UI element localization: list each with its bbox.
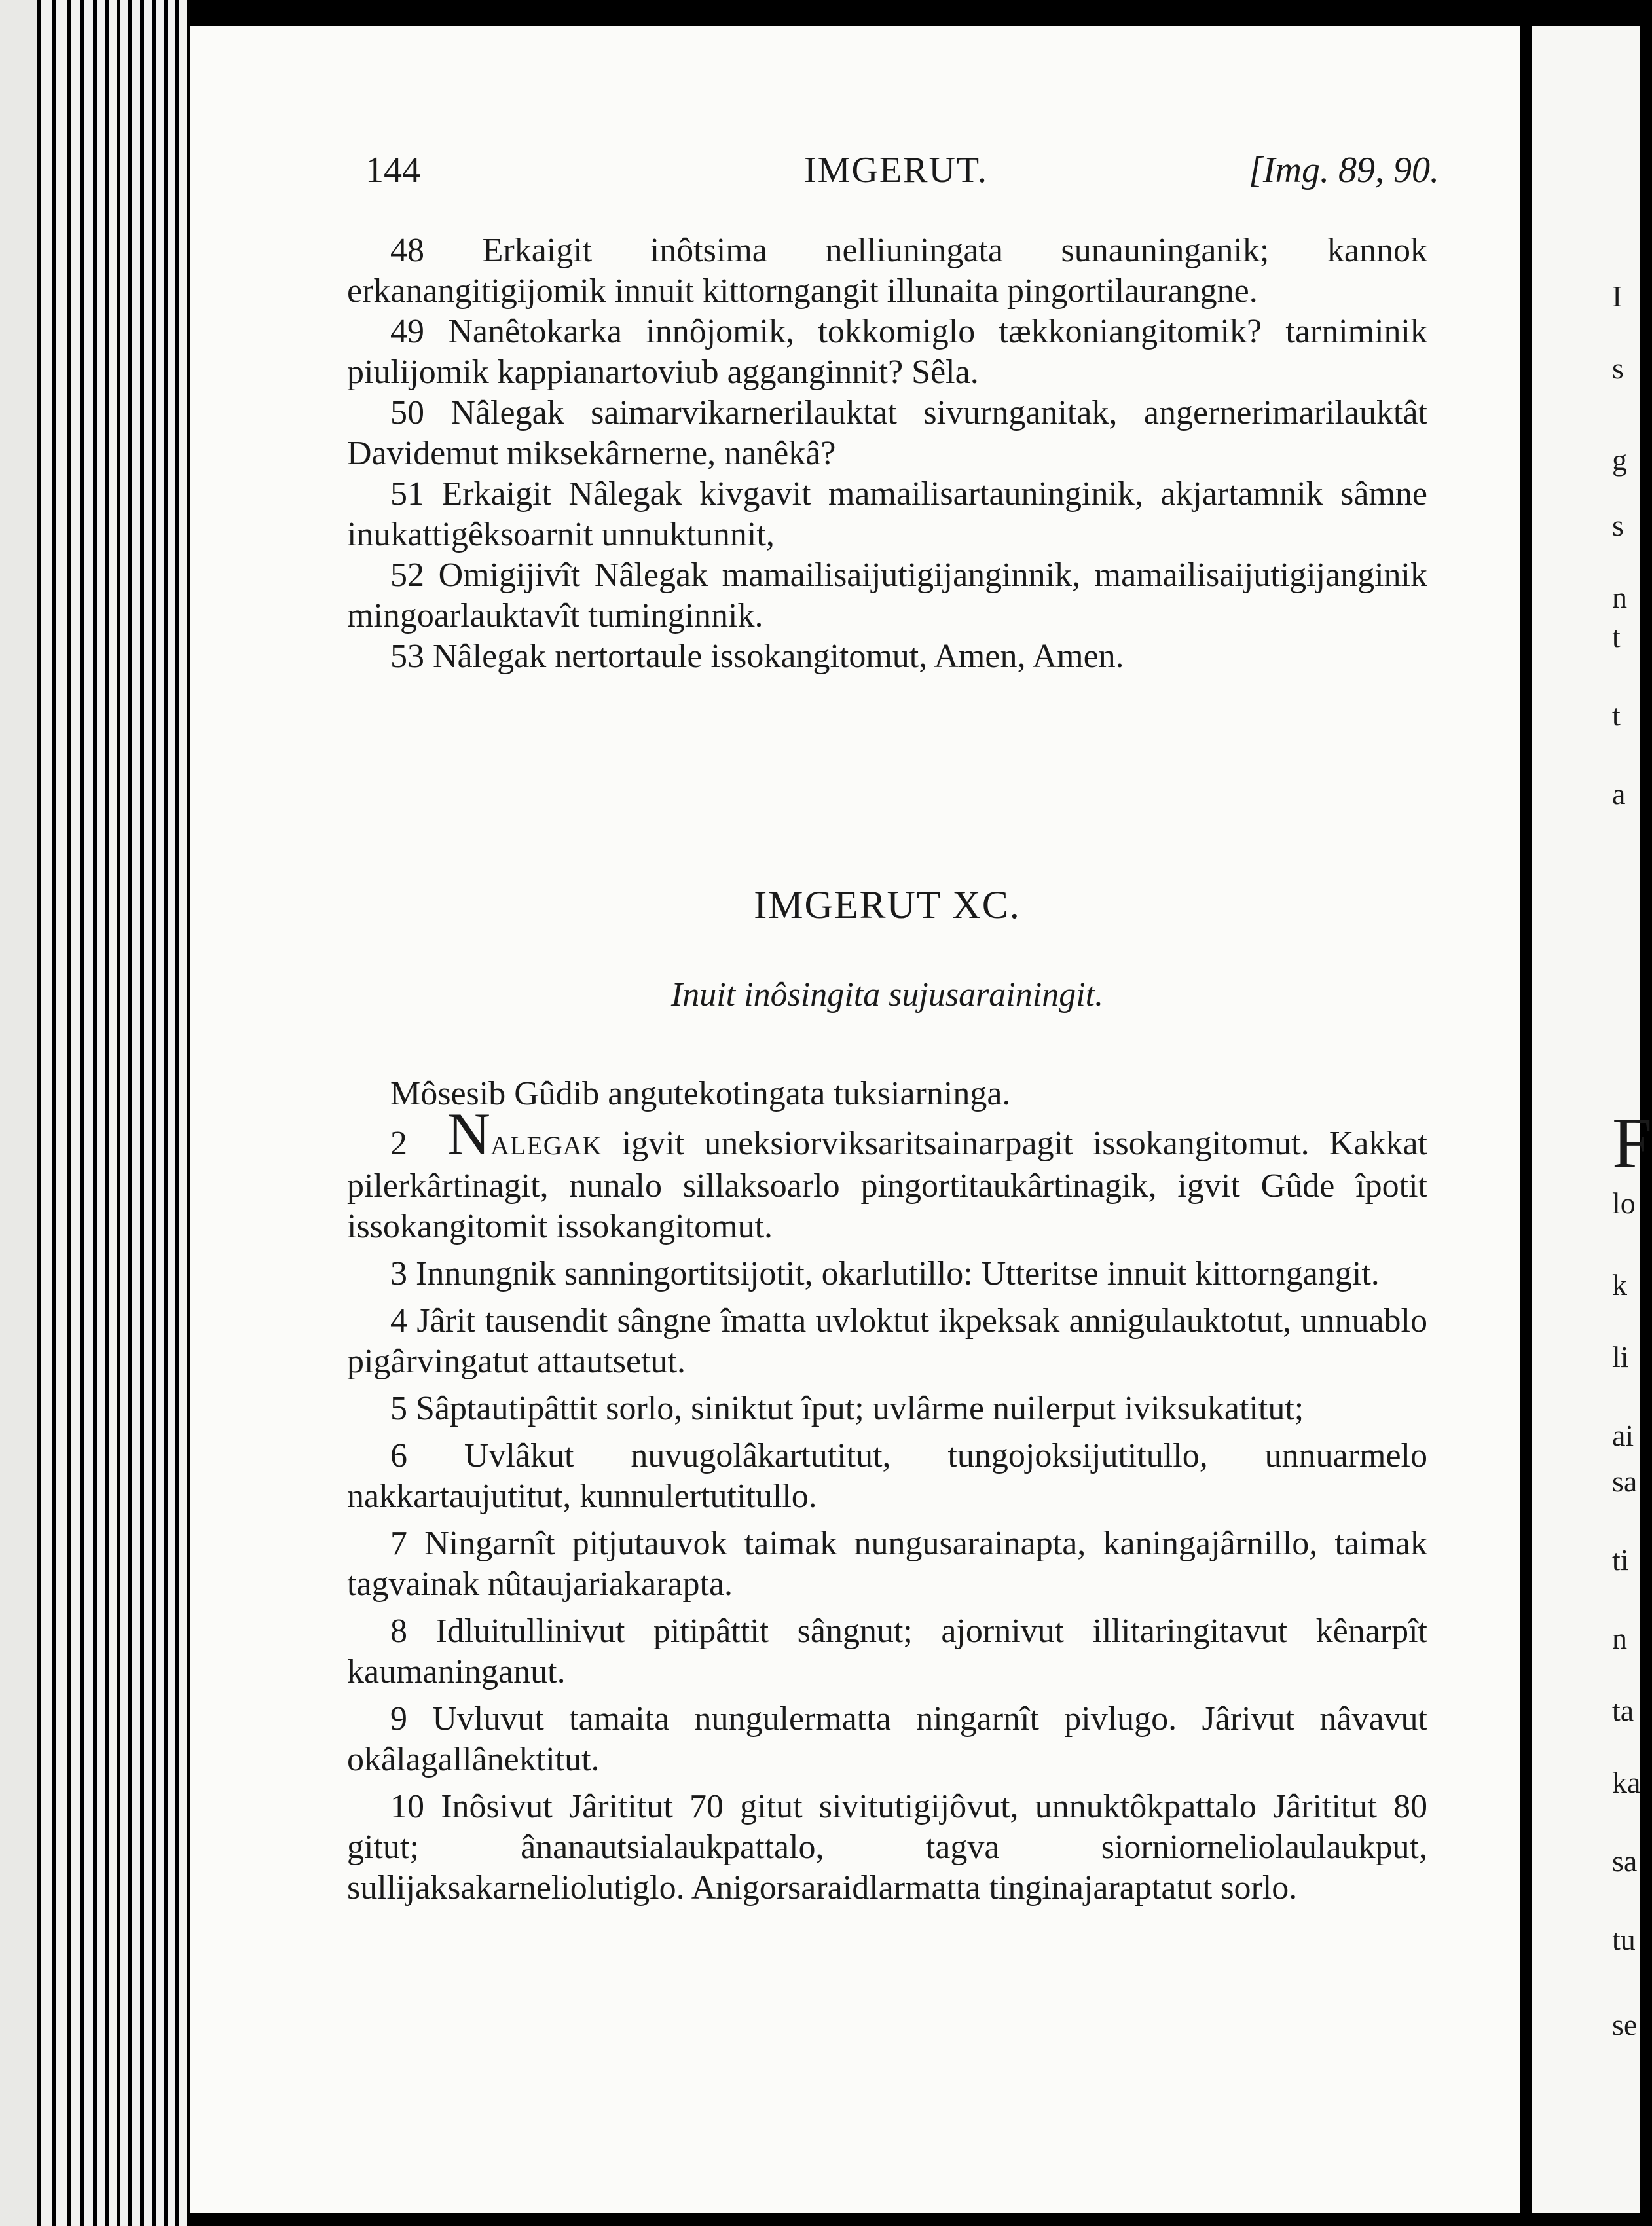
drop-cap: N (447, 1101, 490, 1167)
verse-text: igvit uneksiorviksaritsainarpagit issokangitomut. Kakkat pilerkârtinagit, nunalo sillaksoarlo pingortitaukârtinagik, igvit Gûde îpotit issokangitomit issokangitomut. (347, 1125, 1427, 1245)
facing-fragment: tu (1612, 1923, 1636, 1956)
verse: 8 Idluitullinivut pitipâttit sângnut; ajornivut illitaringitavut kênarpît kaumaninganut. (347, 1613, 1427, 1690)
psalm-89-ending (347, 230, 1427, 677)
verse: 9 Uvluvut tamaita nungulermatta ningarnît pivlugo. Jârivut nâvavut okâlagallânektitut. (347, 1700, 1427, 1778)
facing-fragment: s (1612, 352, 1624, 385)
verse: 50 Nâlegak saimarvikarnerilauktat sivurnganitak, angernerimarilauktât Davidemut miksekârnerne, nanêkâ? (347, 394, 1427, 472)
facing-fragment: I (1612, 280, 1623, 313)
verse: 5 Sâptautipâttit sorlo, siniktut îput; uvlârme nuilerput iviksukatitut; (390, 1390, 1304, 1427)
verse: 48 Erkaigit inôtsima nelliuningata sunauninganik; kannok erkanangitigijomik innuit kittorngangit illunaita pingortilaurangne. (347, 232, 1427, 310)
verse: 53 Nâlegak nertortaule issokangitomut, Amen, Amen. (390, 638, 1124, 675)
verse-number: 2 (390, 1125, 407, 1162)
facing-page-edge (1532, 26, 1652, 2213)
facing-fragment: n (1612, 581, 1627, 614)
facing-fragment: k (1612, 1268, 1627, 1302)
book-page-edges (0, 0, 196, 2226)
verse: 3 Innungnik sanningortitsijotit, okarlutillo: Utteritse innuit kittorngangit. (390, 1255, 1380, 1292)
verse: 49 Nanêtokarka innôjomik, tokkomiglo tækkoniangitomik? tarniminik piulijomik kappianartoviub agganginnit? Sêla. (347, 313, 1427, 391)
psalm-90-text (347, 1074, 1427, 1915)
facing-fragment: t (1612, 699, 1621, 732)
facing-fragment: ai (1612, 1419, 1634, 1452)
verse (347, 1101, 1427, 1247)
facing-fragment: a (1612, 777, 1626, 811)
page-number: 144 (365, 150, 420, 191)
small-caps-word: ALEGAK (490, 1131, 602, 1160)
verse: 10 Inôsivut Jârititut 70 gitut sivitutigijôvut, unnuktôkpattalo Jârititut 80 gitut; ânanautsialaukpattalo, tagva siorniorneliolaulaukput, sullijaksakarneliolutiglo. Anigorsaraidlarmatta tinginajaraptatut sorlo. (347, 1788, 1427, 1907)
superscription: Môsesib Gûdib angutekotingata tuksiarninga. (390, 1075, 1011, 1112)
facing-fragment: se (1612, 2008, 1638, 2041)
verse: 7 Ningarnît pitjutauvok taimak nungusarainapta, kaningajârnillo, taimak tagvainak nûtaujariakarapta. (347, 1525, 1427, 1603)
facing-fragment: lo (1612, 1186, 1636, 1220)
facing-fragment: s (1612, 509, 1624, 542)
psalm-subtitle: Inuit inôsingita sujusarainingit. (670, 976, 1104, 1013)
running-header (365, 149, 1439, 195)
facing-fragment: ka (1612, 1766, 1641, 1799)
facing-fragment: n (1612, 1622, 1627, 1655)
facing-fragment: g (1612, 443, 1627, 477)
facing-fragment: sa (1612, 1465, 1638, 1498)
facing-fragment: t (1612, 620, 1621, 653)
facing-fragment: sa (1612, 1844, 1638, 1878)
facing-fragment: li (1612, 1340, 1629, 1374)
verse: 4 Jârit tausendit sângne îmatta uvloktut ikpeksak annigulauktotut, unnuablo pigârvingatut attautsetut. (347, 1302, 1427, 1380)
running-title: IMGERUT. (804, 150, 988, 191)
verse: 52 Omigijivît Nâlegak mamailisaijutigijanginnik, mamailisaijutigijanginik mingoarlauktavît tuminginnik. (347, 556, 1427, 634)
facing-fragment: ti (1612, 1543, 1629, 1577)
facing-fragment: F (1612, 1103, 1652, 1182)
facing-fragment: ta (1612, 1694, 1634, 1727)
verse: 51 Erkaigit Nâlegak kivgavit mamailisartauninginik, akjartamnik sâmne inukattigêksoarnit unnuktunnit, (347, 475, 1427, 553)
psalm-title: IMGERUT XC. (754, 883, 1021, 926)
verse: 6 Uvlâkut nuvugolâkartutitut, tungojoksijutitullo, unnuarmelo nakkartaujutitut, kunnulertutitullo. (347, 1437, 1427, 1515)
chapter-reference: [Img. 89, 90. (1249, 150, 1439, 191)
